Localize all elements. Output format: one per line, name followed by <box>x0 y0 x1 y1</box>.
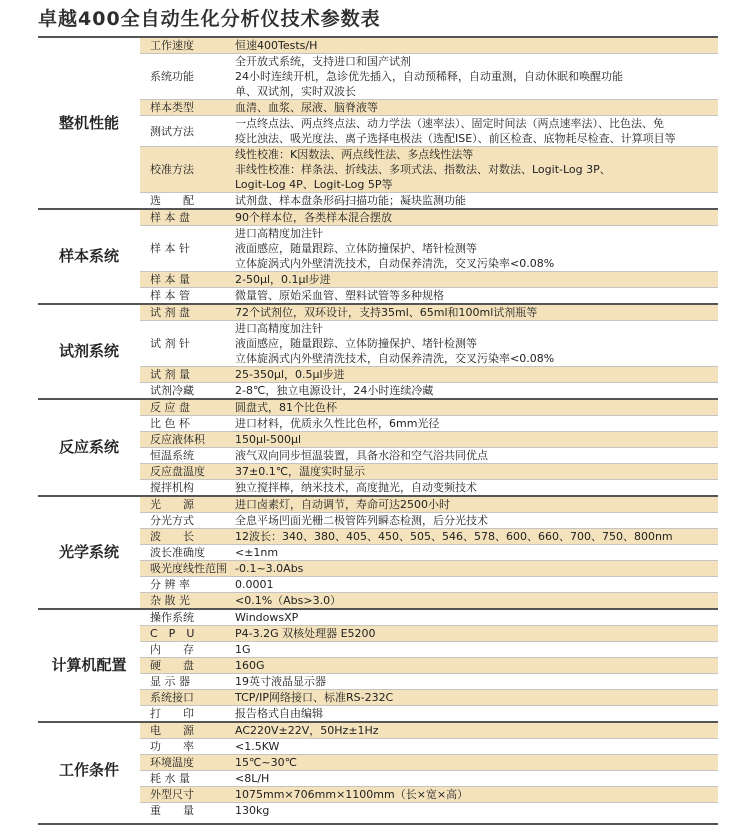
parameter-name: 反应液体积 <box>140 432 230 448</box>
parameter-name: 反 应 盘 <box>140 399 230 416</box>
value-line: 90个样本位，各类样本混合摆放 <box>235 211 392 224</box>
parameter-name: 耗 水 量 <box>140 771 230 787</box>
parameter-name: 波长准确度 <box>140 545 230 561</box>
value-line: 2-50μl，0.1μl步进 <box>235 273 331 286</box>
table-row <box>38 690 718 706</box>
value-line: 进口材料，优质永久性比色杯，6mm光径 <box>235 417 440 430</box>
table-row <box>38 722 718 739</box>
value-line: 25-350μl，0.5μl步进 <box>235 368 345 381</box>
parameter-name: 内 存 <box>140 642 230 658</box>
value-line: 液面感应，随量跟踪、立体防撞保护、堵针检测等 <box>235 337 477 350</box>
table-row <box>38 116 718 147</box>
parameter-name: 试 剂 量 <box>140 367 230 383</box>
parameter-value <box>230 100 718 116</box>
table-row <box>38 54 718 100</box>
table-row <box>38 383 718 400</box>
parameter-name: 样本类型 <box>140 100 230 116</box>
parameter-value <box>230 529 718 545</box>
table-row <box>38 480 718 497</box>
parameter-value <box>230 513 718 529</box>
section-label: 样本系统 <box>38 209 140 304</box>
value-line: 液面感应，随量跟踪、立体防撞保护、堵针检测等 <box>235 242 477 255</box>
table-row <box>38 787 718 803</box>
parameter-value <box>230 464 718 480</box>
value-line: <8L/H <box>235 772 270 785</box>
value-line: 试剂盘、样本盘条形码扫描功能；凝块监测功能 <box>235 194 466 207</box>
value-line: 独立搅拌棒，纳米技术，高度抛光，自动变频技术 <box>235 481 477 494</box>
parameter-name: 校准方法 <box>140 147 230 193</box>
value-line: 恒速400Tests/H <box>235 39 318 52</box>
parameter-value <box>230 561 718 577</box>
value-line: 130kg <box>235 804 270 817</box>
value-line: WindowsXP <box>235 611 299 624</box>
table-row <box>38 226 718 272</box>
table-row <box>38 432 718 448</box>
table-row <box>38 577 718 593</box>
parameter-value <box>230 739 718 755</box>
table-row <box>38 626 718 642</box>
parameter-name: 打 印 <box>140 706 230 723</box>
parameter-name: 试 剂 针 <box>140 321 230 367</box>
parameter-value <box>230 496 718 513</box>
parameter-value <box>230 432 718 448</box>
table-row <box>38 609 718 626</box>
table-row <box>38 100 718 116</box>
value-line: 72个试剂位，双环设计，支持35ml、65ml和100ml试剂瓶等 <box>235 306 538 319</box>
value-line: -0.1~3.0Abs <box>235 562 304 575</box>
value-line: 报告格式自由编辑 <box>235 707 323 720</box>
parameter-value <box>230 367 718 383</box>
value-line: 150μl-500μl <box>235 433 302 446</box>
parameter-value <box>230 658 718 674</box>
parameter-name: 系统接口 <box>140 690 230 706</box>
parameter-name: 外型尺寸 <box>140 787 230 803</box>
table-row <box>38 674 718 690</box>
table-row <box>38 593 718 610</box>
spec-table <box>38 36 718 818</box>
parameter-name: 分光方式 <box>140 513 230 529</box>
parameter-value <box>230 593 718 610</box>
table-row <box>38 658 718 674</box>
parameter-name: 样 本 针 <box>140 226 230 272</box>
table-row <box>38 739 718 755</box>
value-line: <1.5KW <box>235 740 280 753</box>
bottom-rule <box>38 823 718 825</box>
parameter-name: 选 配 <box>140 193 230 210</box>
parameter-value <box>230 480 718 497</box>
parameter-value <box>230 545 718 561</box>
value-line: 立体旋涡式内外壁清洗技术，自动保养清洗，交叉污染率<0.08% <box>235 257 555 270</box>
value-line: Logit-Log 4P、Logit-Log 5P等 <box>235 178 393 191</box>
table-row <box>38 321 718 367</box>
section-label: 计算机配置 <box>38 609 140 722</box>
value-line: 全息平场凹面光栅二极管阵列瞬态检测，后分光技术 <box>235 514 488 527</box>
parameter-value <box>230 416 718 432</box>
value-line: 2-8℃，独立电源设计，24小时连续冷藏 <box>235 384 434 397</box>
parameter-value <box>230 674 718 690</box>
parameter-name: 样 本 量 <box>140 272 230 288</box>
parameter-value <box>230 448 718 464</box>
parameter-value <box>230 803 718 819</box>
parameter-value <box>230 399 718 416</box>
parameter-value <box>230 690 718 706</box>
parameter-name: 硬 盘 <box>140 658 230 674</box>
value-line: 立体旋涡式内外壁清洗技术，自动保养清洗，交叉污染率<0.08% <box>235 352 555 365</box>
table-row <box>38 448 718 464</box>
parameter-name: 试剂冷藏 <box>140 383 230 400</box>
parameter-name: 比 色 杯 <box>140 416 230 432</box>
parameter-value <box>230 577 718 593</box>
value-line: 0.0001 <box>235 578 274 591</box>
table-row <box>38 304 718 321</box>
parameter-name: 样 本 管 <box>140 288 230 305</box>
table-row <box>38 288 718 305</box>
parameter-name: 分 辨 率 <box>140 577 230 593</box>
parameter-name: 测试方法 <box>140 116 230 147</box>
value-line: 疫比浊法、吸光度法、离子选择电极法（选配ISE）、前区检查、底物耗尽检查、计算项目等 <box>235 132 676 145</box>
parameter-value <box>230 626 718 642</box>
parameter-name: 搅拌机构 <box>140 480 230 497</box>
parameter-value <box>230 304 718 321</box>
parameter-value <box>230 706 718 723</box>
value-line: <±1nm <box>235 546 279 559</box>
value-line: 微量管、原始采血管、塑料试管等多种规格 <box>235 289 444 302</box>
table-row <box>38 561 718 577</box>
table-row <box>38 545 718 561</box>
value-line: 24小时连续开机，急诊优先插入，自动预稀释，自动重测，自动休眠和唤醒功能 <box>235 70 623 83</box>
value-line: 进口高精度加注针 <box>235 227 323 240</box>
table-row <box>38 771 718 787</box>
parameter-value <box>230 609 718 626</box>
parameter-value <box>230 771 718 787</box>
parameter-name: 试 剂 盘 <box>140 304 230 321</box>
table-row <box>38 803 718 819</box>
table-row <box>38 147 718 193</box>
table-row <box>38 706 718 723</box>
parameter-value <box>230 288 718 305</box>
value-line: AC220V±22V，50Hz±1Hz <box>235 724 379 737</box>
value-line: 160G <box>235 659 265 672</box>
table-row <box>38 513 718 529</box>
value-line: 15℃~30℃ <box>235 756 297 769</box>
section-label: 工作条件 <box>38 722 140 818</box>
parameter-name: 波 长 <box>140 529 230 545</box>
value-line: 液气双向同步恒温装置，具备水浴和空气浴共同优点 <box>235 449 488 462</box>
table-row <box>38 416 718 432</box>
parameter-name: 杂 散 光 <box>140 593 230 610</box>
table-row <box>38 399 718 416</box>
parameter-name: C P U <box>140 626 230 642</box>
value-line: 37±0.1℃，温度实时显示 <box>235 465 366 478</box>
parameter-name: 功 率 <box>140 739 230 755</box>
value-line: 12波长：340、380、405、450、505、546、578、600、660、700、750、800nm <box>235 530 673 543</box>
parameter-name: 反应盘温度 <box>140 464 230 480</box>
value-line: 血清、血浆、尿液、脑脊液等 <box>235 101 378 114</box>
parameter-name: 样 本 盘 <box>140 209 230 226</box>
table-row <box>38 367 718 383</box>
value-line: 单、双试剂，实时双波长 <box>235 85 356 98</box>
parameter-name: 恒温系统 <box>140 448 230 464</box>
table-row <box>38 529 718 545</box>
table-row <box>38 755 718 771</box>
table-row <box>38 37 718 54</box>
parameter-name: 重 量 <box>140 803 230 819</box>
parameter-value <box>230 116 718 147</box>
parameter-value <box>230 722 718 739</box>
value-line: 圆盘式，81个比色杯 <box>235 401 337 414</box>
value-line: 非线性校准：样条法、折线法、多项式法、指数法、对数法、Logit-Log 3P、 <box>235 163 611 176</box>
value-line: P4-3.2G 双核处理器 E5200 <box>235 627 376 640</box>
value-line: 19英寸液晶显示器 <box>235 675 326 688</box>
value-line: 全开放式系统，支持进口和国产试剂 <box>235 55 411 68</box>
table-row <box>38 642 718 658</box>
parameter-name: 显 示 器 <box>140 674 230 690</box>
table-row <box>38 209 718 226</box>
value-line: 1075mm×706mm×1100mm（长×宽×高） <box>235 788 469 801</box>
value-line: TCP/IP网络接口、标准RS-232C <box>235 691 394 704</box>
parameter-value <box>230 147 718 193</box>
value-line: 进口高精度加注针 <box>235 322 323 335</box>
value-line: 1G <box>235 643 251 656</box>
parameter-value <box>230 226 718 272</box>
parameter-name: 吸光度线性范围 <box>140 561 230 577</box>
parameter-name: 工作速度 <box>140 37 230 54</box>
table-row <box>38 193 718 210</box>
table-row <box>38 464 718 480</box>
section-label: 整机性能 <box>38 37 140 209</box>
parameter-value <box>230 642 718 658</box>
table-row <box>38 496 718 513</box>
spec-table-body <box>38 37 718 818</box>
value-line: 一点终点法、两点终点法、动力学法（速率法）、固定时间法（两点速率法）、比色法、免 <box>235 117 664 130</box>
section-label: 反应系统 <box>38 399 140 496</box>
table-row <box>38 272 718 288</box>
value-line: 线性校准：K因数法、两点线性法、多点线性法等 <box>235 148 474 161</box>
section-label: 光学系统 <box>38 496 140 609</box>
parameter-value <box>230 37 718 54</box>
parameter-value <box>230 321 718 367</box>
parameter-name: 操作系统 <box>140 609 230 626</box>
parameter-value <box>230 272 718 288</box>
parameter-value <box>230 787 718 803</box>
parameter-value <box>230 54 718 100</box>
parameter-name: 电 源 <box>140 722 230 739</box>
parameter-value <box>230 209 718 226</box>
section-label: 试剂系统 <box>38 304 140 399</box>
parameter-value <box>230 193 718 210</box>
parameter-value <box>230 755 718 771</box>
parameter-name: 环境温度 <box>140 755 230 771</box>
page-title: 卓越400全自动生化分析仪技术参数表 <box>38 8 381 30</box>
parameter-name: 系统功能 <box>140 54 230 100</box>
parameter-value <box>230 383 718 400</box>
value-line: <0.1%（Abs>3.0） <box>235 594 342 607</box>
value-line: 进口卤素灯，自动调节，寿命可达2500小时 <box>235 498 450 511</box>
parameter-name: 光 源 <box>140 496 230 513</box>
